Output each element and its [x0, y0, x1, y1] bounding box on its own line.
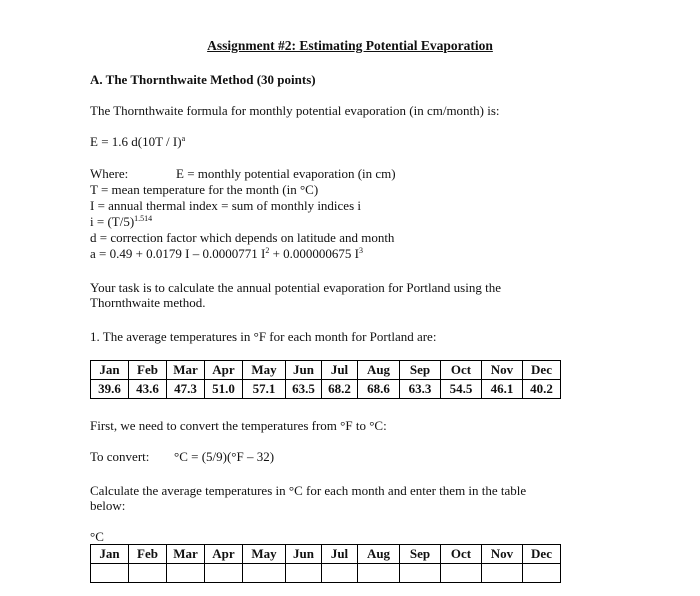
month-header-cell: Dec: [523, 361, 561, 380]
temp-f-cell: 63.3: [400, 380, 441, 399]
temp-f-cell: 51.0: [205, 380, 243, 399]
month-header-cell: Nov: [482, 361, 523, 380]
month-header-cell: Jan: [91, 361, 129, 380]
task-text: Your task is to calculate the annual potential evaporation for Portland using the Thornthwaite method.: [90, 280, 501, 310]
e-definition: E = monthly potential evaporation (in cm): [176, 166, 396, 181]
temps-row: [91, 380, 561, 399]
d-definition: d = correction factor which depends on latitude and month: [90, 230, 395, 245]
i-small-base: i = (T/5): [90, 214, 135, 229]
month-header-c-cell: Jul: [322, 545, 358, 564]
temperature-c-table: [90, 544, 561, 583]
temp-c-input-cell[interactable]: [400, 564, 441, 583]
temp-c-input-cell[interactable]: [205, 564, 243, 583]
empty-row-c: [91, 564, 561, 583]
temp-c-input-cell[interactable]: [441, 564, 482, 583]
temp-c-input-cell[interactable]: [167, 564, 205, 583]
t-definition: T = mean temperature for the month (in °C): [90, 182, 319, 197]
temp-f-cell: 39.6: [91, 380, 129, 399]
convert-intro: First, we need to convert the temperatures from °F to °C:: [90, 418, 387, 433]
thornthwaite-formula: [90, 134, 185, 149]
unit-celsius: °C: [90, 529, 104, 544]
month-header-c-cell: May: [243, 545, 286, 564]
month-header-cell: Oct: [441, 361, 482, 380]
calc-instructions: Calculate the average temperatures in °C for each month and enter them in the table below:: [90, 483, 527, 513]
temp-f-cell: 63.5: [286, 380, 322, 399]
temp-f-cell: 40.2: [523, 380, 561, 399]
temp-f-cell: 43.6: [129, 380, 167, 399]
a-def-part2: + 0.000000675 I: [269, 246, 360, 261]
temp-c-input-cell[interactable]: [129, 564, 167, 583]
convert-formula: °C = (5/9)(°F – 32): [174, 449, 275, 464]
convert-label: To convert:: [90, 449, 150, 464]
assignment-title: Assignment #2: Estimating Potential Evaporation: [207, 38, 493, 53]
month-header-cell: Feb: [129, 361, 167, 380]
formula-exponent: a: [181, 134, 186, 143]
a-def-exp1: 2: [265, 246, 270, 255]
temp-c-input-cell[interactable]: [243, 564, 286, 583]
intro-text: The Thornthwaite formula for monthly potential evaporation (in cm/month) is:: [90, 103, 500, 118]
month-header-cell: May: [243, 361, 286, 380]
month-header-c-cell: Dec: [523, 545, 561, 564]
month-header-cell: Sep: [400, 361, 441, 380]
a-definition: [90, 246, 363, 261]
temp-c-input-cell[interactable]: [91, 564, 129, 583]
month-header-cell: Jul: [322, 361, 358, 380]
month-header-c-cell: Nov: [482, 545, 523, 564]
temp-c-input-cell[interactable]: [358, 564, 400, 583]
i-definition: I = annual thermal index = sum of monthly indices i: [90, 198, 362, 213]
month-header-c-cell: Jun: [286, 545, 322, 564]
section-heading: A. The Thornthwaite Method (30 points): [90, 72, 316, 87]
temp-f-cell: 68.2: [322, 380, 358, 399]
temp-c-input-cell[interactable]: [322, 564, 358, 583]
temp-f-cell: 54.5: [441, 380, 482, 399]
formula-base: E = 1.6 d(10T / I): [90, 134, 182, 149]
temp-f-cell: 47.3: [167, 380, 205, 399]
a-def-exp2: 3: [359, 246, 364, 255]
month-header-c-cell: Feb: [129, 545, 167, 564]
months-row: [91, 361, 561, 380]
month-header-c-cell: Apr: [205, 545, 243, 564]
months-row-c: [91, 545, 561, 564]
month-header-cell: Aug: [358, 361, 400, 380]
month-header-cell: Apr: [205, 361, 243, 380]
i-small-exponent: 1.514: [134, 214, 153, 223]
temp-c-input-cell[interactable]: [286, 564, 322, 583]
temp-c-input-cell[interactable]: [482, 564, 523, 583]
temperature-f-table: [90, 360, 561, 399]
month-header-cell: Mar: [167, 361, 205, 380]
temp-f-cell: 57.1: [243, 380, 286, 399]
month-header-c-cell: Aug: [358, 545, 400, 564]
temp-f-cell: 68.6: [358, 380, 400, 399]
month-header-cell: Jun: [286, 361, 322, 380]
month-header-c-cell: Oct: [441, 545, 482, 564]
month-header-c-cell: Jan: [91, 545, 129, 564]
month-header-c-cell: Sep: [400, 545, 441, 564]
i-small-definition: [90, 214, 152, 229]
temp-c-input-cell[interactable]: [523, 564, 561, 583]
temp-f-cell: 46.1: [482, 380, 523, 399]
where-label: Where:: [90, 166, 129, 181]
a-def-part1: a = 0.49 + 0.0179 I – 0.0000771 I: [90, 246, 266, 261]
month-header-c-cell: Mar: [167, 545, 205, 564]
question-1: 1. The average temperatures in °F for each month for Portland are:: [90, 329, 437, 344]
